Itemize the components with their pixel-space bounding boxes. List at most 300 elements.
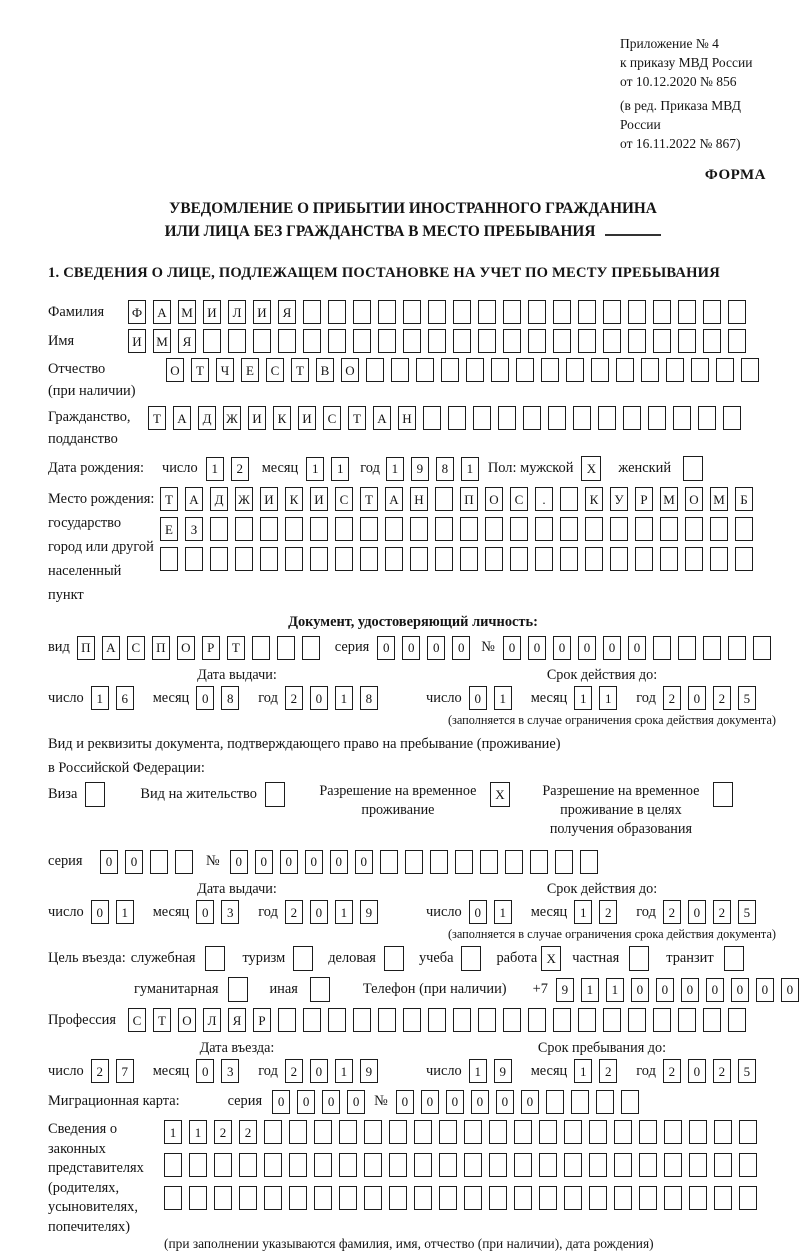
char-cell[interactable] <box>614 1120 632 1144</box>
char-cell[interactable] <box>516 358 534 382</box>
sex-female-checkbox[interactable] <box>683 456 703 481</box>
char-cell[interactable]: Т <box>360 487 378 511</box>
char-cell[interactable] <box>478 1008 496 1032</box>
char-cell[interactable] <box>678 1008 696 1032</box>
char-cell[interactable] <box>716 358 734 382</box>
char-cell[interactable]: Ж <box>223 406 241 430</box>
char-cell[interactable] <box>735 547 753 571</box>
char-cell[interactable]: А <box>173 406 191 430</box>
char-cell[interactable] <box>360 547 378 571</box>
char-cell[interactable] <box>678 329 696 353</box>
char-cell[interactable] <box>239 1186 257 1210</box>
char-cell[interactable] <box>328 300 346 324</box>
char-cell[interactable]: 2 <box>214 1120 232 1144</box>
char-cell[interactable]: И <box>260 487 278 511</box>
char-cell[interactable] <box>739 1153 757 1177</box>
char-cell[interactable] <box>714 1153 732 1177</box>
char-cell[interactable]: 0 <box>427 636 445 660</box>
char-cell[interactable] <box>278 329 296 353</box>
char-cell[interactable]: 1 <box>461 457 479 481</box>
char-cell[interactable]: 2 <box>713 1059 731 1083</box>
char-cell[interactable]: О <box>177 636 195 660</box>
char-cell[interactable]: 1 <box>574 686 592 710</box>
char-cell[interactable]: 2 <box>663 900 681 924</box>
char-cell[interactable] <box>378 300 396 324</box>
purpose-other-checkbox[interactable] <box>310 977 330 1002</box>
char-cell[interactable]: С <box>510 487 528 511</box>
char-cell[interactable] <box>485 517 503 541</box>
char-cell[interactable] <box>410 547 428 571</box>
char-cell[interactable]: 0 <box>255 850 273 874</box>
char-cell[interactable] <box>239 1153 257 1177</box>
char-cell[interactable]: О <box>485 487 503 511</box>
char-cell[interactable] <box>366 358 384 382</box>
char-cell[interactable] <box>435 487 453 511</box>
char-cell[interactable]: М <box>178 300 196 324</box>
char-cell[interactable] <box>610 547 628 571</box>
char-cell[interactable] <box>491 358 509 382</box>
char-cell[interactable] <box>678 300 696 324</box>
char-cell[interactable]: 0 <box>347 1090 365 1114</box>
char-cell[interactable] <box>528 329 546 353</box>
char-cell[interactable] <box>464 1153 482 1177</box>
char-cell[interactable]: 9 <box>411 457 429 481</box>
char-cell[interactable] <box>339 1153 357 1177</box>
char-cell[interactable] <box>314 1186 332 1210</box>
char-cell[interactable] <box>289 1153 307 1177</box>
char-cell[interactable]: 0 <box>230 850 248 874</box>
char-cell[interactable] <box>710 547 728 571</box>
char-cell[interactable]: 0 <box>688 686 706 710</box>
char-cell[interactable] <box>289 1186 307 1210</box>
char-cell[interactable] <box>439 1120 457 1144</box>
char-cell[interactable] <box>303 300 321 324</box>
char-cell[interactable]: 0 <box>91 900 109 924</box>
char-cell[interactable] <box>302 636 320 660</box>
char-cell[interactable] <box>635 517 653 541</box>
char-cell[interactable]: 0 <box>446 1090 464 1114</box>
char-cell[interactable] <box>653 1008 671 1032</box>
char-cell[interactable] <box>703 1008 721 1032</box>
char-cell[interactable] <box>598 406 616 430</box>
char-cell[interactable]: 0 <box>330 850 348 874</box>
char-cell[interactable]: Л <box>228 300 246 324</box>
char-cell[interactable]: А <box>102 636 120 660</box>
char-cell[interactable] <box>353 329 371 353</box>
char-cell[interactable]: 0 <box>688 1059 706 1083</box>
char-cell[interactable]: 3 <box>221 1059 239 1083</box>
char-cell[interactable] <box>578 329 596 353</box>
char-cell[interactable] <box>703 636 721 660</box>
char-cell[interactable]: 2 <box>91 1059 109 1083</box>
char-cell[interactable]: 0 <box>681 978 699 1002</box>
char-cell[interactable] <box>628 1008 646 1032</box>
char-cell[interactable]: Р <box>253 1008 271 1032</box>
char-cell[interactable]: 0 <box>688 900 706 924</box>
char-cell[interactable] <box>378 329 396 353</box>
char-cell[interactable] <box>546 1090 564 1114</box>
char-cell[interactable]: С <box>128 1008 146 1032</box>
char-cell[interactable] <box>203 329 221 353</box>
char-cell[interactable] <box>560 517 578 541</box>
char-cell[interactable]: 0 <box>471 1090 489 1114</box>
char-cell[interactable] <box>328 1008 346 1032</box>
char-cell[interactable]: М <box>660 487 678 511</box>
char-cell[interactable]: 1 <box>116 900 134 924</box>
char-cell[interactable]: 5 <box>738 900 756 924</box>
char-cell[interactable] <box>489 1120 507 1144</box>
char-cell[interactable] <box>285 517 303 541</box>
char-cell[interactable] <box>310 547 328 571</box>
char-cell[interactable]: П <box>152 636 170 660</box>
char-cell[interactable]: Д <box>210 487 228 511</box>
char-cell[interactable] <box>414 1186 432 1210</box>
char-cell[interactable]: А <box>153 300 171 324</box>
char-cell[interactable] <box>164 1186 182 1210</box>
char-cell[interactable] <box>648 406 666 430</box>
purpose-official-checkbox[interactable] <box>205 946 225 971</box>
char-cell[interactable] <box>589 1120 607 1144</box>
char-cell[interactable]: Д <box>198 406 216 430</box>
char-cell[interactable]: 1 <box>581 978 599 1002</box>
char-cell[interactable] <box>505 850 523 874</box>
char-cell[interactable] <box>653 636 671 660</box>
char-cell[interactable]: 0 <box>310 686 328 710</box>
char-cell[interactable] <box>289 1120 307 1144</box>
char-cell[interactable]: 1 <box>206 457 224 481</box>
char-cell[interactable]: 0 <box>322 1090 340 1114</box>
char-cell[interactable]: 2 <box>231 457 249 481</box>
char-cell[interactable]: И <box>310 487 328 511</box>
char-cell[interactable]: Б <box>735 487 753 511</box>
char-cell[interactable]: А <box>385 487 403 511</box>
char-cell[interactable]: 2 <box>663 1059 681 1083</box>
char-cell[interactable] <box>391 358 409 382</box>
char-cell[interactable] <box>614 1153 632 1177</box>
char-cell[interactable]: 0 <box>469 900 487 924</box>
char-cell[interactable]: 0 <box>578 636 596 660</box>
char-cell[interactable] <box>560 547 578 571</box>
char-cell[interactable] <box>714 1186 732 1210</box>
char-cell[interactable] <box>489 1186 507 1210</box>
char-cell[interactable] <box>541 358 559 382</box>
purpose-tourism-checkbox[interactable] <box>293 946 313 971</box>
char-cell[interactable] <box>453 329 471 353</box>
char-cell[interactable]: . <box>535 487 553 511</box>
char-cell[interactable] <box>214 1153 232 1177</box>
char-cell[interactable]: 1 <box>335 900 353 924</box>
char-cell[interactable]: Я <box>278 300 296 324</box>
char-cell[interactable] <box>589 1153 607 1177</box>
char-cell[interactable]: 1 <box>331 457 349 481</box>
char-cell[interactable]: Ч <box>216 358 234 382</box>
purpose-private-checkbox[interactable] <box>629 946 649 971</box>
char-cell[interactable]: И <box>253 300 271 324</box>
char-cell[interactable] <box>464 1186 482 1210</box>
char-cell[interactable]: 9 <box>494 1059 512 1083</box>
char-cell[interactable] <box>360 517 378 541</box>
char-cell[interactable] <box>378 1008 396 1032</box>
char-cell[interactable] <box>150 850 168 874</box>
char-cell[interactable]: С <box>323 406 341 430</box>
char-cell[interactable] <box>453 1008 471 1032</box>
char-cell[interactable] <box>596 1090 614 1114</box>
char-cell[interactable]: Р <box>202 636 220 660</box>
char-cell[interactable] <box>403 300 421 324</box>
char-cell[interactable] <box>610 517 628 541</box>
char-cell[interactable] <box>339 1120 357 1144</box>
char-cell[interactable] <box>435 517 453 541</box>
char-cell[interactable]: 1 <box>335 1059 353 1083</box>
char-cell[interactable] <box>466 358 484 382</box>
char-cell[interactable]: Я <box>228 1008 246 1032</box>
char-cell[interactable] <box>528 300 546 324</box>
char-cell[interactable]: Р <box>635 487 653 511</box>
char-cell[interactable]: С <box>335 487 353 511</box>
char-cell[interactable] <box>514 1186 532 1210</box>
char-cell[interactable] <box>285 547 303 571</box>
char-cell[interactable] <box>328 329 346 353</box>
char-cell[interactable]: Ж <box>235 487 253 511</box>
purpose-transit-checkbox[interactable] <box>724 946 744 971</box>
char-cell[interactable]: Т <box>160 487 178 511</box>
char-cell[interactable] <box>277 636 295 660</box>
char-cell[interactable] <box>403 329 421 353</box>
char-cell[interactable]: Ф <box>128 300 146 324</box>
char-cell[interactable]: И <box>248 406 266 430</box>
visa-checkbox[interactable] <box>85 782 105 807</box>
char-cell[interactable]: Т <box>191 358 209 382</box>
char-cell[interactable]: 0 <box>521 1090 539 1114</box>
char-cell[interactable] <box>623 406 641 430</box>
char-cell[interactable]: К <box>273 406 291 430</box>
char-cell[interactable]: И <box>298 406 316 430</box>
char-cell[interactable] <box>664 1186 682 1210</box>
char-cell[interactable]: О <box>341 358 359 382</box>
char-cell[interactable]: 0 <box>503 636 521 660</box>
char-cell[interactable] <box>564 1186 582 1210</box>
char-cell[interactable]: 0 <box>305 850 323 874</box>
char-cell[interactable]: 0 <box>310 1059 328 1083</box>
char-cell[interactable] <box>653 329 671 353</box>
char-cell[interactable]: 0 <box>603 636 621 660</box>
char-cell[interactable] <box>564 1120 582 1144</box>
char-cell[interactable]: И <box>203 300 221 324</box>
char-cell[interactable] <box>653 300 671 324</box>
char-cell[interactable] <box>264 1153 282 1177</box>
char-cell[interactable] <box>564 1153 582 1177</box>
char-cell[interactable]: 0 <box>528 636 546 660</box>
char-cell[interactable]: 0 <box>297 1090 315 1114</box>
char-cell[interactable] <box>439 1186 457 1210</box>
char-cell[interactable] <box>603 1008 621 1032</box>
char-cell[interactable]: М <box>153 329 171 353</box>
char-cell[interactable]: У <box>610 487 628 511</box>
char-cell[interactable] <box>673 406 691 430</box>
char-cell[interactable] <box>214 1186 232 1210</box>
char-cell[interactable] <box>573 406 591 430</box>
char-cell[interactable] <box>503 1008 521 1032</box>
char-cell[interactable] <box>389 1153 407 1177</box>
char-cell[interactable]: 1 <box>335 686 353 710</box>
char-cell[interactable] <box>253 329 271 353</box>
char-cell[interactable] <box>478 300 496 324</box>
char-cell[interactable] <box>578 300 596 324</box>
char-cell[interactable] <box>498 406 516 430</box>
char-cell[interactable]: Н <box>398 406 416 430</box>
char-cell[interactable]: Т <box>227 636 245 660</box>
char-cell[interactable] <box>335 517 353 541</box>
char-cell[interactable]: 7 <box>116 1059 134 1083</box>
char-cell[interactable] <box>689 1186 707 1210</box>
char-cell[interactable]: 2 <box>599 1059 617 1083</box>
char-cell[interactable]: 0 <box>272 1090 290 1114</box>
char-cell[interactable]: 0 <box>731 978 749 1002</box>
char-cell[interactable]: 1 <box>306 457 324 481</box>
char-cell[interactable] <box>523 406 541 430</box>
char-cell[interactable] <box>723 406 741 430</box>
char-cell[interactable]: 0 <box>196 1059 214 1083</box>
char-cell[interactable] <box>353 300 371 324</box>
char-cell[interactable] <box>428 300 446 324</box>
purpose-study-checkbox[interactable] <box>461 946 481 971</box>
char-cell[interactable] <box>566 358 584 382</box>
temp-residence-education-checkbox[interactable] <box>713 782 733 807</box>
char-cell[interactable] <box>485 547 503 571</box>
char-cell[interactable] <box>535 547 553 571</box>
char-cell[interactable]: 0 <box>355 850 373 874</box>
char-cell[interactable]: 2 <box>285 900 303 924</box>
char-cell[interactable] <box>414 1153 432 1177</box>
char-cell[interactable] <box>335 547 353 571</box>
char-cell[interactable]: Т <box>291 358 309 382</box>
char-cell[interactable] <box>616 358 634 382</box>
char-cell[interactable] <box>435 547 453 571</box>
char-cell[interactable] <box>364 1186 382 1210</box>
char-cell[interactable]: М <box>710 487 728 511</box>
char-cell[interactable] <box>403 1008 421 1032</box>
char-cell[interactable]: А <box>373 406 391 430</box>
char-cell[interactable] <box>728 300 746 324</box>
char-cell[interactable]: 0 <box>656 978 674 1002</box>
char-cell[interactable]: 0 <box>756 978 774 1002</box>
char-cell[interactable] <box>385 547 403 571</box>
char-cell[interactable] <box>489 1153 507 1177</box>
char-cell[interactable]: К <box>585 487 603 511</box>
char-cell[interactable]: И <box>128 329 146 353</box>
char-cell[interactable] <box>389 1186 407 1210</box>
char-cell[interactable] <box>160 547 178 571</box>
char-cell[interactable] <box>698 406 716 430</box>
char-cell[interactable] <box>560 487 578 511</box>
char-cell[interactable] <box>553 300 571 324</box>
char-cell[interactable] <box>621 1090 639 1114</box>
char-cell[interactable]: 1 <box>606 978 624 1002</box>
char-cell[interactable] <box>539 1153 557 1177</box>
char-cell[interactable] <box>666 358 684 382</box>
char-cell[interactable] <box>364 1153 382 1177</box>
char-cell[interactable]: Т <box>348 406 366 430</box>
char-cell[interactable] <box>528 1008 546 1032</box>
char-cell[interactable] <box>503 329 521 353</box>
char-cell[interactable]: 0 <box>553 636 571 660</box>
char-cell[interactable] <box>678 636 696 660</box>
char-cell[interactable]: Т <box>153 1008 171 1032</box>
char-cell[interactable] <box>641 358 659 382</box>
char-cell[interactable]: С <box>127 636 145 660</box>
char-cell[interactable] <box>553 329 571 353</box>
char-cell[interactable] <box>628 329 646 353</box>
char-cell[interactable] <box>453 300 471 324</box>
char-cell[interactable]: 2 <box>713 686 731 710</box>
char-cell[interactable]: 2 <box>285 686 303 710</box>
char-cell[interactable] <box>535 517 553 541</box>
char-cell[interactable]: 0 <box>196 686 214 710</box>
char-cell[interactable] <box>514 1120 532 1144</box>
char-cell[interactable] <box>739 1120 757 1144</box>
char-cell[interactable] <box>585 547 603 571</box>
char-cell[interactable]: Я <box>178 329 196 353</box>
char-cell[interactable]: Е <box>241 358 259 382</box>
char-cell[interactable]: 1 <box>164 1120 182 1144</box>
char-cell[interactable] <box>385 517 403 541</box>
char-cell[interactable]: С <box>266 358 284 382</box>
char-cell[interactable] <box>664 1120 682 1144</box>
char-cell[interactable] <box>510 517 528 541</box>
char-cell[interactable]: 0 <box>631 978 649 1002</box>
char-cell[interactable]: 0 <box>469 686 487 710</box>
char-cell[interactable] <box>614 1186 632 1210</box>
purpose-work-checkbox[interactable]: X <box>541 946 561 971</box>
purpose-business-checkbox[interactable] <box>384 946 404 971</box>
char-cell[interactable]: 1 <box>599 686 617 710</box>
char-cell[interactable] <box>460 517 478 541</box>
char-cell[interactable] <box>235 547 253 571</box>
char-cell[interactable] <box>185 547 203 571</box>
char-cell[interactable] <box>548 406 566 430</box>
char-cell[interactable]: 8 <box>436 457 454 481</box>
char-cell[interactable]: 0 <box>125 850 143 874</box>
char-cell[interactable]: З <box>185 517 203 541</box>
char-cell[interactable] <box>455 850 473 874</box>
temp-residence-checkbox[interactable]: X <box>490 782 510 807</box>
char-cell[interactable]: П <box>77 636 95 660</box>
char-cell[interactable] <box>741 358 759 382</box>
char-cell[interactable] <box>314 1153 332 1177</box>
char-cell[interactable] <box>728 636 746 660</box>
char-cell[interactable]: 0 <box>496 1090 514 1114</box>
char-cell[interactable] <box>210 547 228 571</box>
char-cell[interactable] <box>252 636 270 660</box>
char-cell[interactable] <box>430 850 448 874</box>
char-cell[interactable]: 9 <box>556 978 574 1002</box>
char-cell[interactable]: 1 <box>386 457 404 481</box>
char-cell[interactable]: 1 <box>494 686 512 710</box>
char-cell[interactable]: 3 <box>221 900 239 924</box>
char-cell[interactable] <box>353 1008 371 1032</box>
char-cell[interactable] <box>164 1153 182 1177</box>
char-cell[interactable] <box>439 1153 457 1177</box>
char-cell[interactable]: Н <box>410 487 428 511</box>
char-cell[interactable] <box>510 547 528 571</box>
char-cell[interactable] <box>264 1186 282 1210</box>
char-cell[interactable]: 0 <box>377 636 395 660</box>
char-cell[interactable] <box>589 1186 607 1210</box>
char-cell[interactable]: 2 <box>713 900 731 924</box>
char-cell[interactable] <box>228 329 246 353</box>
char-cell[interactable] <box>414 1120 432 1144</box>
char-cell[interactable]: К <box>285 487 303 511</box>
